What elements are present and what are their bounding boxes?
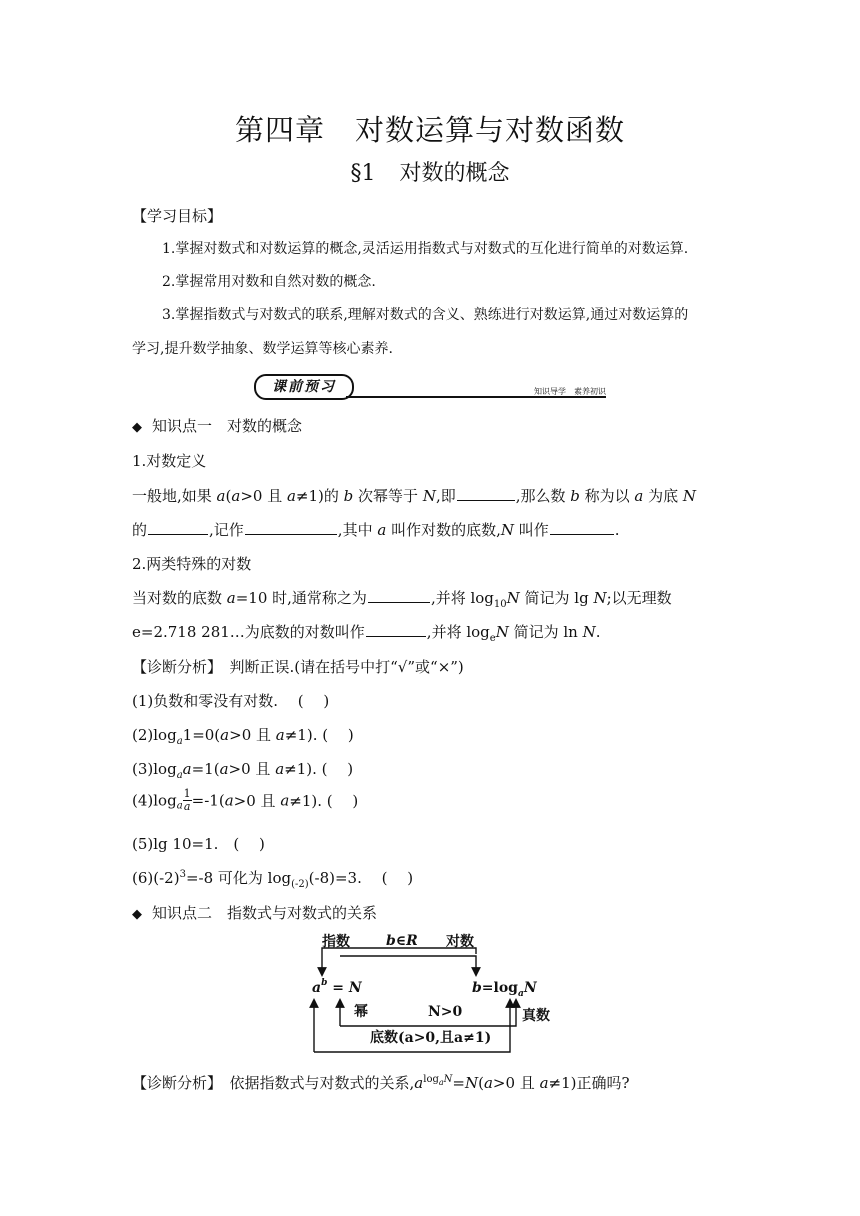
kp1-definition-line2: 的 ,记作 ,其中 a 叫作对数的底数,N 叫作 . [132, 521, 620, 539]
diamond-icon: ◆ [132, 907, 142, 922]
section-title [0, 156, 860, 187]
log-form: $b=\log_aN$ [472, 980, 537, 999]
objective-item: 学习,提升数学抽象、数学运算等核心素养. [132, 341, 393, 357]
label-zhishu: 指数 [322, 934, 350, 950]
judge-item-3[interactable]: $(3)\log_aa=1(a>0$ 且 a≠1). ( ) [132, 760, 354, 781]
fill-blank[interactable] [366, 621, 426, 637]
kp2-title: 知识点二 指数式与对数式的关系 [152, 904, 378, 922]
preview-banner [254, 374, 606, 402]
objective-item: 3.掌握指数式与对数式的联系,理解对数式的含义、熟练进行对数运算,通过对数运算的 [162, 307, 689, 323]
judge-item-2[interactable]: $(2)\log_a1=0(a>0$ 且 a≠1). ( ) [132, 726, 354, 747]
kp1-sub2: 2.两类特殊的对数 [132, 555, 252, 573]
kp1-title: 知识点一 对数的概念 [152, 417, 303, 435]
chapter-title: 第四章 对数运算与对数函数 [234, 113, 625, 147]
objective-item: 1.掌握对数式和对数运算的概念,灵活运用指数式与对数式的互化进行简单的对数运算. [162, 241, 689, 257]
exp-log-relation-diagram [300, 928, 570, 1058]
label-duishu: 对数 [446, 934, 474, 950]
judge-item-6[interactable]: $(6)(-2)^3=-8$ 可化为 $\log_{(-2)}(-8)=3$. ( ) [132, 869, 414, 890]
objective-item: 2.掌握常用对数和自然对数的概念. [162, 274, 376, 290]
fill-blank[interactable] [148, 519, 208, 535]
diagnosis-1 [132, 656, 464, 677]
diamond-icon: ◆ [132, 420, 142, 435]
label-zhenshu: 真数 [522, 1008, 550, 1024]
label-b-in-r: b∈R [386, 933, 418, 949]
label-n-positive: N>0 [428, 1004, 463, 1020]
fill-blank[interactable] [550, 519, 614, 535]
section-name: 对数的概念 [399, 161, 510, 186]
fill-blank[interactable] [245, 519, 337, 535]
diagnosis-text: 依据指数式与对数式的关系, [214, 1074, 415, 1092]
diagnosis-2: 【诊断分析】 依据指数式与对数式的关系$,a^{log_aN}=N(a>0$ 且 a≠1)正确吗? [132, 1074, 630, 1092]
diagnosis-text: 判断正误.(请在括号中打“√”或“×”) [214, 658, 464, 676]
judge-item-1[interactable]: (1)负数和零没有对数. ( ) [132, 692, 330, 710]
kp1-definition-line1: 一般地,如果 a(a>0 且 a≠1)的 b 次幂等于 N,即 ,那么数 b 称为以 a 为底 N [132, 487, 697, 505]
judge-item-5[interactable]: (5)lg 10=1. ( ) [132, 835, 265, 853]
kp1-special-line2: e=2.718 281…为底数的对数叫作 ,并将 $\log_eN$ 简记为 ln N. [132, 623, 601, 644]
objectives-heading: 【学习目标】 [132, 207, 223, 225]
fill-blank[interactable] [368, 587, 430, 603]
preview-badge: 课前预习 [254, 374, 354, 400]
knowledge-point-1 [132, 415, 302, 436]
banner-tag: 知识导学 素养初识 [534, 387, 606, 396]
judge-item-4[interactable]: $(4)\log_a$ $\frac{1}{a}$ =-1(a>0 且 a≠1). ( ) [132, 787, 359, 813]
fill-blank[interactable] [457, 485, 515, 501]
knowledge-point-2 [132, 902, 377, 923]
label-base-condition: 底数(a>0,且a≠1) [370, 1030, 492, 1046]
diagnosis-label: 【诊断分析】 [132, 1074, 215, 1092]
kp1-special-line1: 当对数的底数 a=10 时,通常称之为 ,并将 $\log_{10}N$ 简记为 lg N;以无理数 [132, 589, 672, 610]
section-number: §1 [350, 161, 376, 186]
kp1-sub1: 1.对数定义 [132, 452, 207, 470]
label-mi: 幂 [354, 1004, 368, 1020]
diagnosis-label: 【诊断分析】 [132, 658, 215, 676]
exp-form: $a^b = N$ [312, 978, 362, 996]
